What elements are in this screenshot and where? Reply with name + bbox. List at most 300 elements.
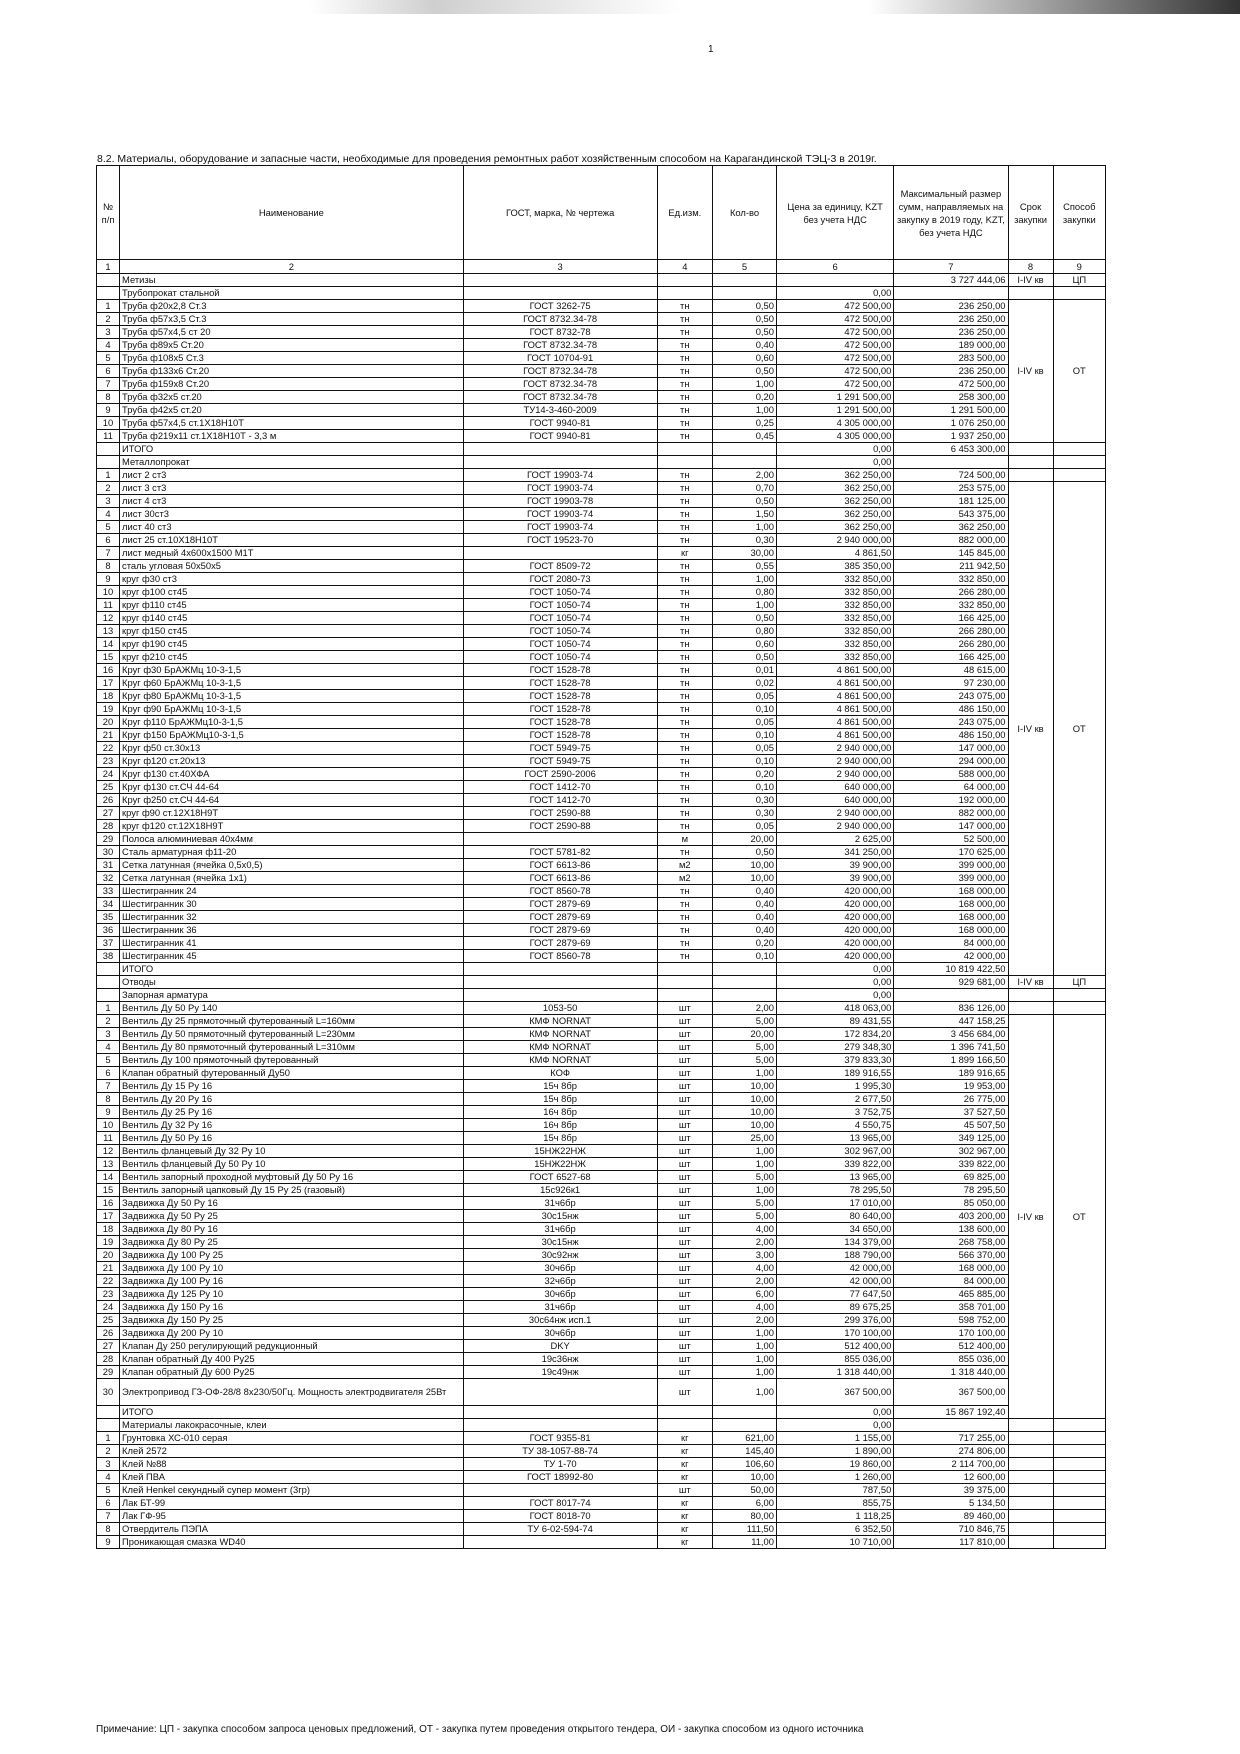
cell-price: 362 250,00	[776, 482, 893, 495]
cell-qty: 0,40	[713, 911, 777, 924]
cell-n: 1	[97, 1432, 120, 1445]
cell-qty: 1,00	[713, 1340, 777, 1353]
cell-qty	[713, 989, 777, 1002]
cell-qty: 6,00	[713, 1497, 777, 1510]
cell-n: 29	[97, 1366, 120, 1379]
cell-price	[776, 274, 893, 287]
column-header: Наименование	[120, 166, 464, 260]
cell-unit: тн	[657, 560, 713, 573]
table-row	[97, 664, 1106, 677]
cell-name: Вентиль Ду 50 прямоточный футерованный L=230мм	[120, 1028, 464, 1041]
cell-sum: 211 942,50	[894, 560, 1008, 573]
cell-name: круг ф30 ст3	[120, 573, 464, 586]
cell-n: 21	[97, 729, 120, 742]
cell-unit: кг	[657, 1536, 713, 1549]
cell-name: Трубопрокат стальной	[120, 287, 464, 300]
cell-gost: ГОСТ 1412-70	[463, 781, 657, 794]
cell-gost: 16ч 8бр	[463, 1119, 657, 1132]
cell-price: 512 400,00	[776, 1340, 893, 1353]
cell-gost: ГОСТ 6527-68	[463, 1171, 657, 1184]
cell-price: 89 675,25	[776, 1301, 893, 1314]
cell-unit: тн	[657, 404, 713, 417]
cell-name: Шестигранник 32	[120, 911, 464, 924]
cell-name: Труба ф57х4,5 ст.1Х18Н10Т	[120, 417, 464, 430]
cell-price: 4 861 500,00	[776, 664, 893, 677]
cell-qty: 0,50	[713, 651, 777, 664]
cell-sum: 253 575,00	[894, 482, 1008, 495]
cell-qty: 0,30	[713, 794, 777, 807]
cell-gost: ГОСТ 8732.34-78	[463, 378, 657, 391]
cell-sum	[894, 287, 1008, 300]
cell-sum: 236 250,00	[894, 313, 1008, 326]
cell-unit: шт	[657, 1275, 713, 1288]
cell-n: 10	[97, 586, 120, 599]
cell-price: 2 625,00	[776, 833, 893, 846]
cell-sum: 189 000,00	[894, 339, 1008, 352]
cell-sum: 472 500,00	[894, 378, 1008, 391]
cell-n: 13	[97, 1158, 120, 1171]
cell-qty: 0,50	[713, 846, 777, 859]
cell-gost: 30с64нж исп.1	[463, 1314, 657, 1327]
cell-sum	[894, 456, 1008, 469]
cell-method	[1053, 1471, 1105, 1484]
cell-term	[1008, 469, 1053, 482]
cell-qty: 25,00	[713, 1132, 777, 1145]
cell-sum: 69 825,00	[894, 1171, 1008, 1184]
cell-n: 28	[97, 820, 120, 833]
cell-unit: шт	[657, 1028, 713, 1041]
cell-method	[1053, 1523, 1105, 1536]
table-row	[97, 950, 1106, 963]
cell-gost: ГОСТ 1528-78	[463, 677, 657, 690]
cell-sum: 882 000,00	[894, 534, 1008, 547]
cell-n	[97, 1419, 120, 1432]
cell-method	[1053, 989, 1105, 1002]
cell-n	[97, 274, 120, 287]
cell-unit: шт	[657, 1327, 713, 1340]
table-row	[97, 534, 1106, 547]
cell-unit: кг	[657, 1471, 713, 1484]
cell-qty: 10,00	[713, 1119, 777, 1132]
table-row	[97, 1340, 1106, 1353]
cell-gost: ГОСТ 8017-74	[463, 1497, 657, 1510]
cell-price: 0,00	[776, 456, 893, 469]
cell-name: ИТОГО	[120, 963, 464, 976]
cell-name: Круг ф130 ст.40ХФА	[120, 768, 464, 781]
cell-unit: м	[657, 833, 713, 846]
cell-sum: 512 400,00	[894, 1340, 1008, 1353]
cell-name: лист 30ст3	[120, 508, 464, 521]
cell-n: 23	[97, 1288, 120, 1301]
cell-n: 33	[97, 885, 120, 898]
cell-gost: ГОСТ 5949-75	[463, 755, 657, 768]
cell-name: Клей Henkel секундный супер момент (3гр)	[120, 1484, 464, 1497]
cell-sum: 166 425,00	[894, 651, 1008, 664]
table-row	[97, 898, 1106, 911]
cell-price: 1 291 500,00	[776, 404, 893, 417]
cell-name: Сетка латунная (ячейка 0,5х0,5)	[120, 859, 464, 872]
cell-n: 12	[97, 612, 120, 625]
cell-method: ОТ	[1053, 482, 1105, 976]
cell-unit: тн	[657, 521, 713, 534]
cell-name: Задвижка Ду 80 Ру 25	[120, 1236, 464, 1249]
cell-name: круг ф110 ст45	[120, 599, 464, 612]
cell-sum: 64 000,00	[894, 781, 1008, 794]
cell-sum: 1 291 500,00	[894, 404, 1008, 417]
cell-unit: тн	[657, 755, 713, 768]
cell-n: 3	[97, 495, 120, 508]
cell-price: 279 348,30	[776, 1041, 893, 1054]
cell-price: 379 833,30	[776, 1054, 893, 1067]
cell-term	[1008, 1445, 1053, 1458]
cell-unit: шт	[657, 1041, 713, 1054]
cell-name: Вентиль Ду 15 Ру 16	[120, 1080, 464, 1093]
table-row	[97, 625, 1106, 638]
cell-n: 27	[97, 1340, 120, 1353]
cell-qty: 10,00	[713, 1471, 777, 1484]
cell-gost: 15с926к1	[463, 1184, 657, 1197]
cell-unit: шт	[657, 1197, 713, 1210]
cell-unit: шт	[657, 1340, 713, 1353]
cell-term	[1008, 1523, 1053, 1536]
cell-unit	[657, 456, 713, 469]
cell-gost: ГОСТ 8560-78	[463, 885, 657, 898]
cell-method	[1053, 469, 1105, 482]
cell-unit: тн	[657, 495, 713, 508]
cell-gost: 15ч 8бр	[463, 1132, 657, 1145]
cell-n: 28	[97, 1353, 120, 1366]
cell-sum: 543 375,00	[894, 508, 1008, 521]
cell-unit: тн	[657, 612, 713, 625]
cell-gost	[463, 1406, 657, 1419]
cell-unit: тн	[657, 703, 713, 716]
cell-sum: 42 000,00	[894, 950, 1008, 963]
cell-price: 362 250,00	[776, 495, 893, 508]
cell-gost: 31ч6бр	[463, 1223, 657, 1236]
table-row	[97, 482, 1106, 495]
column-number: 2	[120, 260, 464, 274]
cell-unit: шт	[657, 1353, 713, 1366]
cell-gost: ГОСТ 19903-78	[463, 495, 657, 508]
cell-qty: 10,00	[713, 1080, 777, 1093]
cell-name: круг ф140 ст45	[120, 612, 464, 625]
cell-method: ОТ	[1053, 1015, 1105, 1419]
cell-name: круг ф210 ст45	[120, 651, 464, 664]
column-number: 7	[894, 260, 1008, 274]
cell-price: 1 318 440,00	[776, 1366, 893, 1379]
cell-n: 6	[97, 1497, 120, 1510]
cell-name: Задвижка Ду 50 Ру 16	[120, 1197, 464, 1210]
cell-n: 6	[97, 1067, 120, 1080]
cell-qty: 6,00	[713, 1288, 777, 1301]
table-row	[97, 911, 1106, 924]
column-header: № п/п	[97, 166, 120, 260]
cell-gost: ГОСТ 3262-75	[463, 300, 657, 313]
cell-qty: 3,00	[713, 1249, 777, 1262]
cell-method: ОТ	[1053, 300, 1105, 443]
cell-unit: шт	[657, 1132, 713, 1145]
cell-unit: шт	[657, 1379, 713, 1406]
cell-term	[1008, 1432, 1053, 1445]
cell-qty: 0,40	[713, 924, 777, 937]
table-row	[97, 586, 1106, 599]
cell-gost	[463, 1379, 657, 1406]
cell-gost: КОФ	[463, 1067, 657, 1080]
cell-sum	[894, 1419, 1008, 1432]
cell-qty: 0,10	[713, 729, 777, 742]
cell-n: 25	[97, 781, 120, 794]
cell-qty: 0,05	[713, 742, 777, 755]
cell-gost: ГОСТ 9355-81	[463, 1432, 657, 1445]
cell-unit: тн	[657, 716, 713, 729]
cell-gost: ГОСТ 9940-81	[463, 430, 657, 443]
cell-sum: 84 000,00	[894, 937, 1008, 950]
cell-unit: шт	[657, 1106, 713, 1119]
cell-name: Вентиль Ду 20 Ру 16	[120, 1093, 464, 1106]
cell-gost: ГОСТ 18992-80	[463, 1471, 657, 1484]
column-header: Способ закупки	[1053, 166, 1105, 260]
cell-gost: ГОСТ 1050-74	[463, 586, 657, 599]
cell-gost	[463, 963, 657, 976]
table-row	[97, 794, 1106, 807]
table-row	[97, 599, 1106, 612]
cell-price: 2 940 000,00	[776, 755, 893, 768]
cell-gost: 15НЖ22НЖ	[463, 1145, 657, 1158]
cell-method	[1053, 1432, 1105, 1445]
cell-gost: 16ч 8бр	[463, 1106, 657, 1119]
cell-unit: тн	[657, 677, 713, 690]
cell-n: 19	[97, 1236, 120, 1249]
cell-term	[1008, 287, 1053, 300]
cell-price: 420 000,00	[776, 937, 893, 950]
cell-qty: 1,00	[713, 404, 777, 417]
cell-qty: 0,20	[713, 937, 777, 950]
cell-n: 20	[97, 1249, 120, 1262]
table-row	[97, 612, 1106, 625]
cell-gost: ГОСТ 1528-78	[463, 716, 657, 729]
cell-sum: 258 300,00	[894, 391, 1008, 404]
procurement-table	[96, 165, 1106, 1549]
cell-term: I-IV кв	[1008, 482, 1053, 976]
cell-n: 7	[97, 547, 120, 560]
cell-name: лист 4 ст3	[120, 495, 464, 508]
cell-name: лист 25 ст.10Х18Н10Т	[120, 534, 464, 547]
cell-price: 0,00	[776, 443, 893, 456]
cell-n: 11	[97, 430, 120, 443]
cell-sum: 189 916,65	[894, 1067, 1008, 1080]
cell-n: 1	[97, 300, 120, 313]
cell-unit: шт	[657, 1484, 713, 1497]
cell-qty: 0,01	[713, 664, 777, 677]
cell-unit: кг	[657, 1523, 713, 1536]
cell-gost: ТУ 1-70	[463, 1458, 657, 1471]
cell-gost: ГОСТ 8018-70	[463, 1510, 657, 1523]
table-row	[97, 846, 1106, 859]
cell-sum: 836 126,00	[894, 1002, 1008, 1015]
cell-term: I-IV кв	[1008, 976, 1053, 989]
cell-unit	[657, 1406, 713, 1419]
cell-name: Клей 2572	[120, 1445, 464, 1458]
cell-price: 4 550,75	[776, 1119, 893, 1132]
cell-sum: 89 460,00	[894, 1510, 1008, 1523]
cell-sum: 349 125,00	[894, 1132, 1008, 1145]
cell-price: 472 500,00	[776, 352, 893, 365]
cell-term	[1008, 1497, 1053, 1510]
cell-qty: 1,00	[713, 521, 777, 534]
cell-n: 30	[97, 846, 120, 859]
cell-qty: 11,00	[713, 1536, 777, 1549]
cell-name: Вентиль запорный цапковый Ду 15 Ру 25 (газовый)	[120, 1184, 464, 1197]
table-row	[97, 1484, 1106, 1497]
cell-price: 13 965,00	[776, 1171, 893, 1184]
cell-qty: 0,10	[713, 781, 777, 794]
cell-sum: 243 075,00	[894, 716, 1008, 729]
cell-unit: кг	[657, 1445, 713, 1458]
section-row	[97, 1406, 1106, 1419]
cell-n: 25	[97, 1314, 120, 1327]
cell-price: 362 250,00	[776, 521, 893, 534]
column-header: Ед.изм.	[657, 166, 713, 260]
cell-gost: ГОСТ 2590-88	[463, 807, 657, 820]
cell-gost: ГОСТ 8732.34-78	[463, 365, 657, 378]
cell-qty: 0,10	[713, 950, 777, 963]
cell-name: Круг ф60 БрАЖМц 10-3-1,5	[120, 677, 464, 690]
cell-name: Вентиль Ду 100 прямоточный футерованный	[120, 1054, 464, 1067]
cell-method	[1053, 1458, 1105, 1471]
cell-unit: шт	[657, 1145, 713, 1158]
cell-qty: 20,00	[713, 1028, 777, 1041]
column-number: 8	[1008, 260, 1053, 274]
cell-price: 2 940 000,00	[776, 742, 893, 755]
cell-sum: 367 500,00	[894, 1379, 1008, 1406]
cell-sum: 236 250,00	[894, 326, 1008, 339]
cell-unit: тн	[657, 898, 713, 911]
cell-qty: 2,00	[713, 1314, 777, 1327]
cell-name: Шестигранник 30	[120, 898, 464, 911]
cell-price: 2 940 000,00	[776, 807, 893, 820]
cell-n: 8	[97, 560, 120, 573]
cell-price: 332 850,00	[776, 638, 893, 651]
cell-price: 13 965,00	[776, 1132, 893, 1145]
cell-price: 170 100,00	[776, 1327, 893, 1340]
cell-term	[1008, 1458, 1053, 1471]
cell-qty: 0,60	[713, 352, 777, 365]
cell-unit	[657, 274, 713, 287]
cell-price: 1 260,00	[776, 1471, 893, 1484]
table-row	[97, 1236, 1106, 1249]
cell-price: 420 000,00	[776, 911, 893, 924]
cell-sum: 168 000,00	[894, 911, 1008, 924]
cell-gost: ГОСТ 2879-69	[463, 911, 657, 924]
cell-n: 38	[97, 950, 120, 963]
cell-sum: 12 600,00	[894, 1471, 1008, 1484]
cell-name: Вентиль Ду 25 прямоточный футерованный L=160мм	[120, 1015, 464, 1028]
table-row	[97, 404, 1106, 417]
cell-name: Труба ф20х2,8 Ст.3	[120, 300, 464, 313]
cell-price: 2 677,50	[776, 1093, 893, 1106]
cell-unit: тн	[657, 469, 713, 482]
cell-sum: 283 500,00	[894, 352, 1008, 365]
cell-qty: 80,00	[713, 1510, 777, 1523]
cell-term	[1008, 1484, 1053, 1497]
cell-unit: тн	[657, 482, 713, 495]
cell-sum: 37 527,50	[894, 1106, 1008, 1119]
cell-gost: ГОСТ 8509-72	[463, 560, 657, 573]
cell-sum: 10 819 422,50	[894, 963, 1008, 976]
cell-sum: 48 615,00	[894, 664, 1008, 677]
cell-n: 9	[97, 404, 120, 417]
cell-qty: 30,00	[713, 547, 777, 560]
cell-unit: шт	[657, 1262, 713, 1275]
cell-n	[97, 443, 120, 456]
cell-price: 302 967,00	[776, 1145, 893, 1158]
cell-unit: тн	[657, 664, 713, 677]
table-row	[97, 573, 1106, 586]
section-row	[97, 989, 1106, 1002]
cell-price: 472 500,00	[776, 313, 893, 326]
cell-sum: 138 600,00	[894, 1223, 1008, 1236]
cell-price: 418 063,00	[776, 1002, 893, 1015]
cell-n: 5	[97, 1484, 120, 1497]
section-row	[97, 1419, 1106, 1432]
cell-gost: 19с36нж	[463, 1353, 657, 1366]
cell-price: 855,75	[776, 1497, 893, 1510]
cell-name: Задвижка Ду 100 Ру 10	[120, 1262, 464, 1275]
cell-name: Вентиль Ду 32 Ру 16	[120, 1119, 464, 1132]
cell-name: Задвижка Ду 100 Ру 16	[120, 1275, 464, 1288]
cell-sum: 78 295,50	[894, 1184, 1008, 1197]
cell-gost: 19с49нж	[463, 1366, 657, 1379]
cell-sum: 2 114 700,00	[894, 1458, 1008, 1471]
cell-sum: 147 000,00	[894, 820, 1008, 833]
cell-n: 26	[97, 1327, 120, 1340]
cell-name: Труба ф219х11 ст.1Х18Н10Т - 3,3 м	[120, 430, 464, 443]
cell-name: Вентиль фланцевый Ду 32 Ру 10	[120, 1145, 464, 1158]
cell-qty: 0,80	[713, 625, 777, 638]
table-row	[97, 1353, 1106, 1366]
cell-name: Шестигранник 24	[120, 885, 464, 898]
cell-gost: ГОСТ 1528-78	[463, 664, 657, 677]
cell-qty: 1,00	[713, 1145, 777, 1158]
cell-qty: 1,00	[713, 1366, 777, 1379]
cell-name: Задвижка Ду 50 Ру 25	[120, 1210, 464, 1223]
cell-method	[1053, 1445, 1105, 1458]
table-row	[97, 1002, 1106, 1015]
cell-gost: 30с15нж	[463, 1236, 657, 1249]
cell-qty: 1,00	[713, 1353, 777, 1366]
cell-gost: 15НЖ22НЖ	[463, 1158, 657, 1171]
cell-name: Задвижка Ду 100 Ру 25	[120, 1249, 464, 1262]
cell-qty: 621,00	[713, 1432, 777, 1445]
cell-qty: 0,50	[713, 326, 777, 339]
cell-unit: шт	[657, 1093, 713, 1106]
cell-price: 89 431,55	[776, 1015, 893, 1028]
cell-gost: ГОСТ 10704-91	[463, 352, 657, 365]
cell-name: Задвижка Ду 80 Ру 16	[120, 1223, 464, 1236]
cell-price: 19 860,00	[776, 1458, 893, 1471]
cell-gost: ГОСТ 8732.34-78	[463, 339, 657, 352]
table-row	[97, 807, 1106, 820]
table-row	[97, 1445, 1106, 1458]
cell-sum: 170 100,00	[894, 1327, 1008, 1340]
cell-unit: тн	[657, 742, 713, 755]
cell-name: Клапан обратный Ду 600 Ру25	[120, 1366, 464, 1379]
cell-price: 172 834,20	[776, 1028, 893, 1041]
cell-gost: 30ч6бр	[463, 1262, 657, 1275]
cell-unit: шт	[657, 1171, 713, 1184]
cell-name: Металлопрокат	[120, 456, 464, 469]
column-header: Цена за единицу, KZT без учета НДС	[776, 166, 893, 260]
